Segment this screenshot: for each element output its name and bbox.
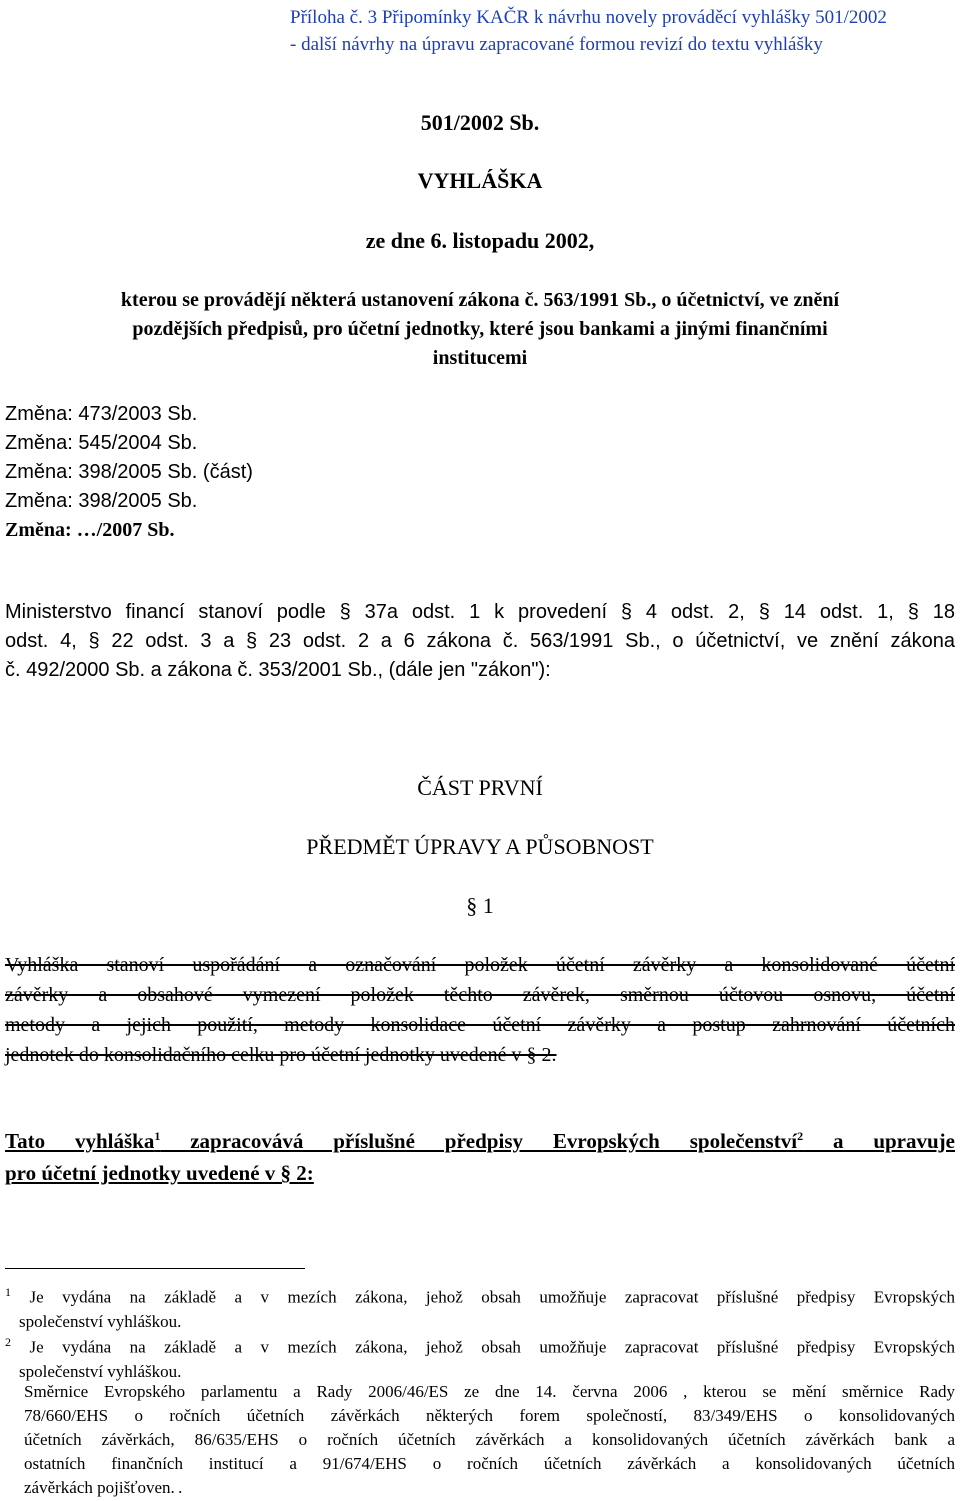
struck-line-3: metody a jejich použití, metody konsolidace účetní závěrky a postup zahrnování účetních xyxy=(5,1014,955,1036)
revision-note-line-2: - další návrhy na úpravu zapracované formou revizí do textu vyhlášky xyxy=(290,34,823,55)
new-paragraph-text-3: a upravuje xyxy=(803,1129,955,1153)
decree-type: VYHLÁŠKA xyxy=(417,168,543,193)
new-paragraph-line-2: pro účetní jednotky uvedené v § 2: xyxy=(5,1161,314,1185)
footnote-2-number: 2 xyxy=(5,1335,11,1349)
amendment-item: Změna: 473/2003 Sb. xyxy=(5,403,198,425)
new-paragraph-text-1: Tato vyhláška xyxy=(5,1129,155,1153)
footnote-1-number: 1 xyxy=(5,1285,11,1299)
footnote-2 xyxy=(5,1330,955,1384)
amendment-item-new: Změna: …/2007 Sb. xyxy=(5,519,175,541)
preamble xyxy=(5,598,955,685)
amendment-list xyxy=(5,400,253,545)
footnote-1-line-1: Je vydána na základě a v mezích zákona, jehož obsah umožňuje zapracovat příslušné předpisy Evropských xyxy=(29,1287,955,1307)
footnote-directive-line-3: účetních závěrkách, 86/635/EHS o ročních účetních závěrkách a konsolidovaných účetních závěrkách bank a xyxy=(24,1430,955,1449)
section-number: § 1 xyxy=(466,893,494,918)
footnote-directive-line-5: závěrkách pojišťoven. . xyxy=(24,1478,183,1497)
footnote-1-line-2: společenství vyhláškou. xyxy=(19,1311,182,1331)
new-paragraph-line-1 xyxy=(5,1120,955,1157)
footnote-directive xyxy=(5,1380,955,1500)
revision-note-line-1: Příloha č. 3 Připomínky KAČR k návrhu novely prováděcí vyhlášky 501/2002 xyxy=(290,7,887,28)
decree-date: ze dne 6. listopadu 2002, xyxy=(365,228,595,253)
part-title: PŘEDMĚT ÚPRAVY A PŮSOBNOST xyxy=(306,834,654,859)
struck-paragraph xyxy=(5,950,955,1070)
footnote-directive-line-4: ostatních finančních institucí a 91/674/EHS o ročních účetních závěrkách a konsolidovaných účetních xyxy=(24,1454,955,1473)
preamble-line-2: odst. 4, § 22 odst. 3 a § 23 odst. 2 a 6 zákona č. 563/1991 Sb., o účetnictví, ve znění zákona xyxy=(5,630,955,652)
footnote-2-line-2: společenství vyhláškou. xyxy=(19,1361,182,1381)
preamble-line-1: Ministerstvo financí stanoví podle § 37a odst. 1 k provedení § 4 odst. 2, § 14 odst. 1, § 18 xyxy=(5,601,955,623)
amendment-item: Změna: 398/2005 Sb. (část) xyxy=(5,461,253,483)
preamble-line-3: č. 492/2000 Sb. a zákona č. 353/2001 Sb., (dále jen "zákon"): xyxy=(5,659,551,681)
footnote-directive-line-1: Směrnice Evropského parlamentu a Rady 2006/46/ES ze dne 14. června 2006 , kterou se mění směrnice Rady xyxy=(24,1382,955,1401)
new-paragraph xyxy=(5,1120,955,1189)
struck-line-2: závěrky a obsahové vymezení položek těchto závěrek, směrnou účtovou osnovu, účetní xyxy=(5,984,955,1006)
decree-subject-line-1: kterou se provádějí některá ustanovení zákona č. 563/1991 Sb., o účetnictví, ve znění xyxy=(120,289,840,311)
revision-note xyxy=(290,4,955,58)
decree-number: 501/2002 Sb. xyxy=(420,110,540,135)
footnote-ref-1[interactable]: 1 xyxy=(154,1129,161,1143)
footnote-ref-2[interactable]: 2 xyxy=(797,1129,804,1143)
decree-subject-line-2: pozdějších předpisů, pro účetní jednotky, které jsou bankami a jinými finančními xyxy=(132,318,828,340)
struck-line-4: jednotek do konsolidačního celku pro účetní jednotky uvedené v § 2. xyxy=(5,1044,557,1066)
footnote-2-line-1: Je vydána na základě a v mezích zákona, jehož obsah umožňuje zapracovat příslušné předpisy Evropských xyxy=(29,1337,955,1357)
part-heading: ČÁST PRVNÍ xyxy=(417,775,543,800)
amendment-item: Změna: 398/2005 Sb. xyxy=(5,490,198,512)
new-paragraph-text-2: zapracovává příslušné předpisy Evropských společenství xyxy=(160,1129,798,1153)
footnote-directive-line-2: 78/660/EHS o ročních účetních závěrkách některých forem společností, 83/349/EHS o konsolidovaných xyxy=(24,1406,955,1425)
amendment-item: Změna: 545/2004 Sb. xyxy=(5,432,198,454)
footnote-divider xyxy=(5,1268,305,1269)
footnote-1 xyxy=(5,1280,955,1334)
decree-subject xyxy=(0,286,960,373)
struck-line-1: Vyhláška stanoví uspořádání a označování položek účetní závěrky a konsolidované účetní xyxy=(5,954,955,976)
decree-subject-line-3: institucemi xyxy=(432,347,528,369)
